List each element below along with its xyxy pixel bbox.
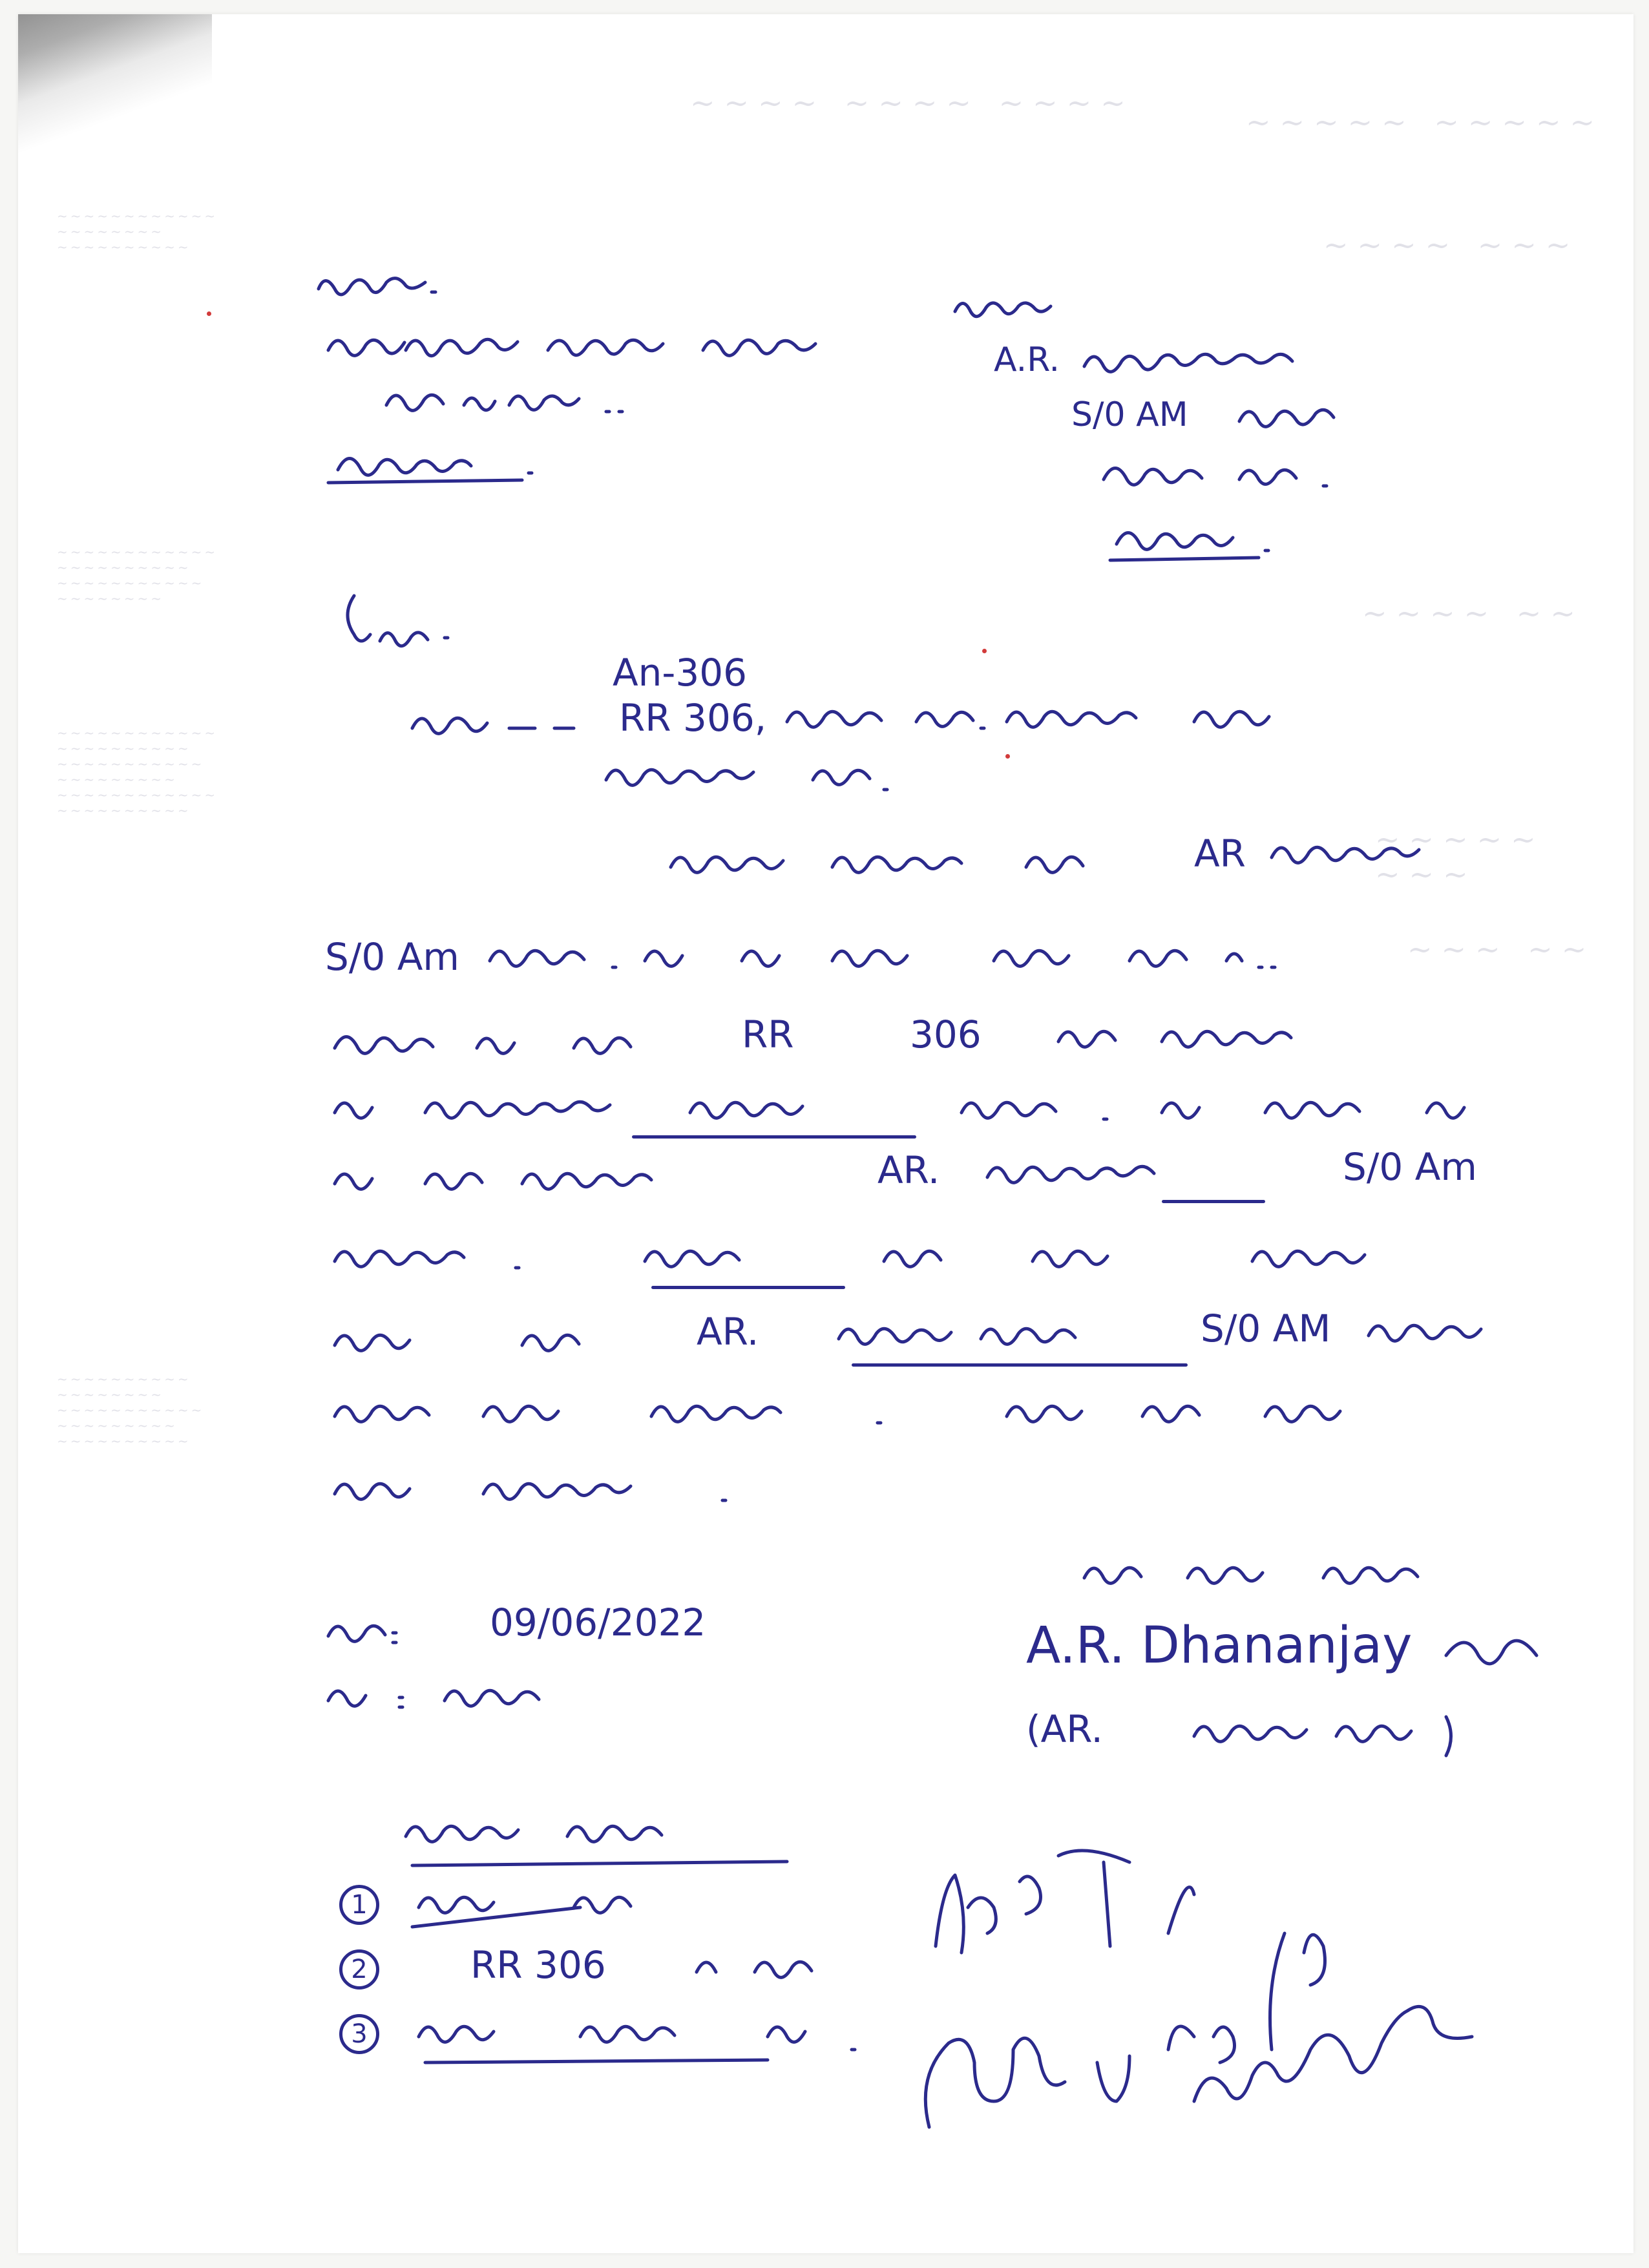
body-line5-start-script: [328, 1151, 832, 1210]
folded-corner-shadow: [18, 14, 212, 169]
enclosure-2-script: [690, 1940, 845, 1998]
body-line3-number: 306: [910, 1013, 982, 1056]
subject-ref: RR 306,: [619, 696, 767, 740]
bleed-through-text: ~~~~~ ~~~~~: [1246, 105, 1604, 140]
body-line7-relation: S/0 AM: [1201, 1307, 1331, 1350]
paper-sheet: [18, 14, 1633, 2253]
bleed-through-text: ~~~~ ~~~: [1323, 227, 1580, 262]
ink-spot: [982, 649, 987, 653]
body-line3-ref: RR: [742, 1013, 794, 1056]
body-line7-name-script: [832, 1307, 1246, 1365]
from-relation: S/0 AM: [1071, 395, 1188, 434]
body-line3-start-script: [328, 1016, 729, 1074]
body-line9-script: [328, 1462, 819, 1526]
body-line7-start-script: [328, 1313, 729, 1371]
from-address-line4-script: [1104, 512, 1297, 570]
signature-flourish: [1440, 1617, 1556, 1681]
place-line-script: [322, 1668, 619, 1727]
bleed-through-text: ~~~~ ~~~~ ~~~~: [690, 85, 1135, 120]
enclosure-number: 1: [339, 1885, 379, 1925]
enclosure-1-script: [406, 1875, 677, 1940]
bleed-through-text: ~~~~ ~~: [1362, 596, 1584, 631]
enclosure-number: 2: [339, 1949, 379, 1990]
ink-spot: [1005, 754, 1010, 759]
from-relation-script: [1233, 392, 1362, 444]
body-name-underline: [852, 1363, 1188, 1367]
subject-line2-script: [600, 751, 961, 803]
to-heading-script: [312, 263, 454, 308]
signature: A.R. Dhananjay: [1026, 1617, 1413, 1675]
from-heading-script: [949, 286, 1078, 331]
body-line5-relation: S/0 Am: [1343, 1145, 1477, 1189]
bleed-through-text: ~~~~~~~~~~~~ ~~~~~~~~~~ ~~~~~~~~~~~ ~~~~~~~~~ ~~~~~~~~~~~~ ~~~~~~~~~~: [57, 725, 218, 818]
body-line1-name-script: [1265, 828, 1498, 880]
bleed-through-text: ~~~ ~~: [1407, 932, 1596, 967]
yours-faithfully-script: [1078, 1546, 1478, 1610]
enclosure-number: 3: [339, 2014, 379, 2054]
date-label-script: [322, 1604, 412, 1662]
subject-heading-script: [335, 583, 477, 667]
body-line7-end-script: [1362, 1303, 1530, 1361]
official-endorsement-scrawl: [910, 1843, 1556, 2179]
to-address-line3-script: [322, 434, 554, 492]
body-line4-script: [328, 1080, 1595, 1145]
enclosure-3-script: [406, 2004, 871, 2075]
body-line1-initials: AR: [1194, 832, 1246, 876]
body-line3-end-script: [1052, 1009, 1543, 1067]
body-line7-initials: AR.: [697, 1310, 759, 1354]
enclosure-2-ref: RR 306: [470, 1943, 606, 1987]
to-address-line1-script: [322, 318, 865, 376]
body-line2-script: [483, 932, 1517, 983]
signature-name-script: [1188, 1704, 1511, 1762]
body-line1-script: [664, 835, 1259, 893]
from-name-script: [1078, 337, 1349, 389]
body-underline: [651, 1286, 845, 1289]
to-address-line2-script: [380, 376, 664, 428]
subject-label-script: [406, 699, 593, 751]
body-line5-initials: AR.: [877, 1148, 940, 1192]
ink-spot: [207, 311, 211, 316]
from-name-initials: A.R.: [994, 341, 1060, 379]
bleed-through-text: ~~~~~ ~~~: [1375, 822, 1545, 892]
bleed-through-text: ~~~~~~~~~~ ~~~~~~~~ ~~~~~~~~~~~ ~~~~~~~~~ ~~~~~~~~~~: [57, 1371, 205, 1449]
reference-number: An-306: [613, 651, 748, 695]
body-name-underline: [632, 1135, 916, 1139]
bleed-through-text: ~~~~~~~~~~~~ ~~~~~~~~ ~~~~~~~~~~: [57, 208, 218, 255]
body-line5-name-script: [981, 1145, 1259, 1203]
enclosures-heading-script: [399, 1804, 800, 1875]
date-value: 09/06/2022: [490, 1601, 706, 1644]
body-name-underline: [1162, 1200, 1265, 1203]
body-line8-script: [328, 1384, 1556, 1449]
from-address-line3-script: [1091, 447, 1362, 505]
body-line6-script: [328, 1229, 1556, 1294]
body-line2-relation: S/0 Am: [325, 935, 459, 979]
signature-name-paren: (AR.: [1026, 1707, 1103, 1751]
bleed-through-text: ~~~~~~~~~~~~ ~~~~~~~~~~ ~~~~~~~~~~~ ~~~~~~~~: [57, 544, 218, 606]
subject-line1-script: [781, 693, 1343, 744]
